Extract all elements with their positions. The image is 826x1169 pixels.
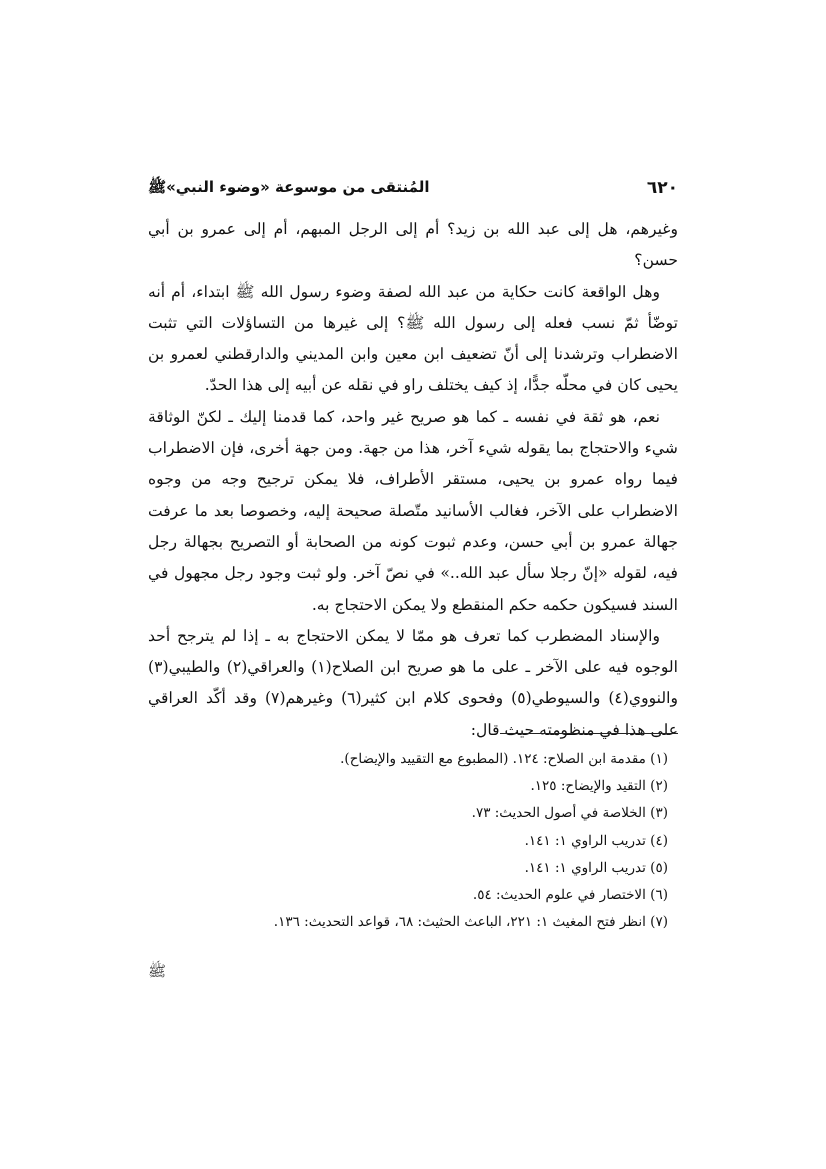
paragraph: وغيرهم، هل إلى عبد الله بن زيد؟ أم إلى الرجل المبهم، أم إلى عمرو بن أبي حسن؟ (148, 220, 678, 270)
footnote: (٤) تدريب الراوي ١: ١٤١. (524, 832, 668, 849)
page-header (148, 178, 678, 204)
footnote: (٢) التقيد والإيضاح: ١٢٥. (530, 778, 668, 795)
footnotes (148, 746, 678, 936)
footnote: (٥) تدريب الراوي ١: ١٤١. (524, 859, 668, 876)
footnote: (٦) الاختصار في علوم الحديث: ٥٤. (472, 887, 668, 904)
page-number: ٦٢٠ (646, 178, 678, 198)
paragraph: نعم، هو ثقة في نفسه ـ كما هو صريح غير واحد، كما قدمنا إليك ـ لكنّ الوثاقة شيء والاحتجاج بما يقوله شيء آخر، هذا من جهة. ومن جهة أخرى، فإن الاضطراب فيما رواه عمرو بن يحيى، مستقر الأطراف، فلا يمكن ترجيح وجه من وجوه الاضطراب على الآخر، فغالب الأسانيد متّصلة صحيحة إليه، وخصوصا بعد ما عرفت جهالة عمرو بن أبي حسن، وعدم ثبوت كونه من الصحابة أو التصريح بجهالة رجل فيه، لقوله «إنّ رجلا سأل عبد الله..» في نصّ آخر. ولو ثبت وجود رجل مجهول في السند فسيكون حكمه حكم المنقطع ولا يمكن الاحتجاج به. (148, 407, 678, 614)
paragraph: وهل الواقعة كانت حكاية من عبد الله لصفة وضوء رسول الله ﷺ ابتداء، أم أنه توضّأ ثمّ نسب فعله إلى رسول الله ﷺ؟ إلى غيرها من التساؤلات التي تثبت الاضطراب وترشدنا إلى أنّ تضعيف ابن معين وابن المديني والدارقطني لعمرو بن يحيى كان في محلّه جدًّا، إذ كيف يختلف راو في نقله عن أبيه إلى هذا الحدّ. (148, 282, 678, 395)
body-text (148, 214, 678, 746)
footnote: (٣) الخلاصة في أصول الحديث: ٧٣. (471, 805, 668, 822)
running-title: المُنتقى من موسوعة «وضوء النبي»ﷺ (148, 178, 430, 196)
ornament-icon: ﷺ (148, 962, 167, 980)
paragraph: والإسناد المضطرب كما تعرف هو ممّا لا يمكن الاحتجاج به ـ إذا لم يترجح أحد الوجوه فيه على الآخر ـ على ما هو صريح ابن الصلاح(١) والعراقي(٢) والطيبي(٣) والنووي(٤) والسيوطي(٥) وفحوى كلام ابن كثير(٦) وغيرهم(٧) وقد أكّد العراقي على هذا في منظومته حيث قال: (148, 626, 678, 739)
footnote-separator (500, 733, 678, 734)
footnote: (١) مقدمة ابن الصلاح: ١٢٤. (المطبوع مع التقييد والإيضاح). (340, 751, 668, 767)
footnote: (٧) انظر فتح المغيث ١: ٢٢١، الباعث الحثيث: ٦٨، قواعد التحديث: ١٣٦. (273, 914, 668, 931)
